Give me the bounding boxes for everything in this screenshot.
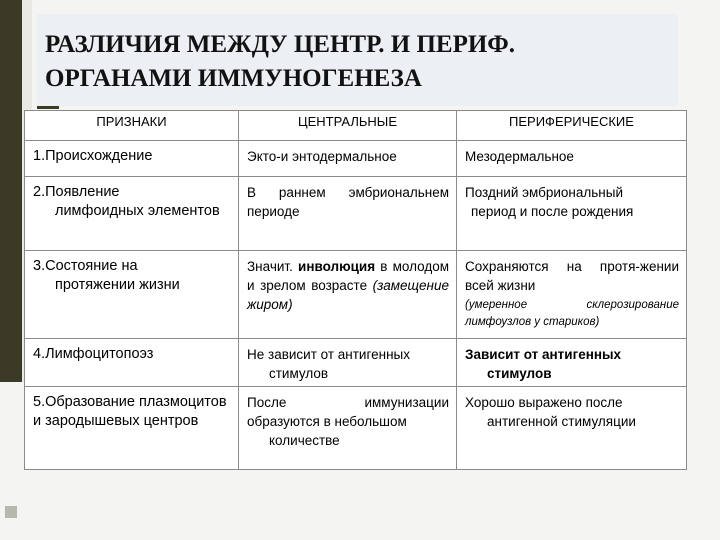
central-text: Не зависит от антигенных [247,347,410,362]
table-row [25,141,687,177]
central-text-cont: стимулов [269,366,329,381]
central-text-cont: количестве [269,433,340,448]
header-peripheral: ПЕРИФЕРИЧЕСКИЕ [457,111,687,141]
table-row [25,339,687,387]
central-text-italic: (замещение жиром) [247,278,449,312]
title-line-2: ОРГАНАМИ ИММУНОГЕНЕЗА [45,65,422,92]
peripheral-text: Зависит от антигенных [465,347,622,362]
peripheral-cell [457,141,687,177]
central-text: Экто-и энтодермальное [247,149,397,164]
central-text-bold: инволюция [298,259,376,274]
peripheral-text-cont: период и после рождения [471,204,634,219]
header-central: ЦЕНТРАЛЬНЫЕ [239,111,457,141]
table-header-row [25,111,687,141]
left-accent-bar [0,0,22,382]
slide-title [45,28,685,96]
peripheral-cell [457,177,687,251]
header-features: ПРИЗНАКИ [25,111,239,141]
feature-text: 1.Происхождение [33,148,153,164]
peripheral-cell [457,387,687,470]
title-accent [37,106,59,109]
table-row [25,251,687,339]
central-cell [239,141,457,177]
central-text-cont: в молодом и зрелом возрасте [247,259,449,293]
feature-cell [25,177,239,251]
table-row [25,387,687,470]
feature-text: 3.Состояние на [33,258,138,274]
feature-cell [25,387,239,470]
peripheral-cell [457,251,687,339]
feature-text-cont: лимфоидных элементов [55,203,220,219]
central-cell [239,387,457,470]
peripheral-text: Сохраняются на протя-жении всей жизни [465,259,679,293]
peripheral-cell [457,339,687,387]
feature-text: 5.Образование плазмоцитов и зародышевых центров [33,394,227,429]
central-text: Значит. [247,259,299,274]
central-cell [239,251,457,339]
peripheral-text: Поздний эмбриональный [465,185,623,200]
table-row [25,177,687,251]
feature-cell [25,251,239,339]
peripheral-text-cont: стимулов [487,366,552,381]
peripheral-text-cont: антигенной стимуляции [487,414,636,429]
central-text: После иммунизации образуются в небольшом [247,395,449,429]
feature-text: 4.Лимфоцитопоэз [33,346,154,362]
peripheral-note: (умеренное склерозирование лимфоузлов у стариков) [465,299,679,328]
slide-bullet-marker [5,506,17,518]
feature-text: 2.Появление [33,184,120,200]
title-line-1: РАЗЛИЧИЯ МЕЖДУ ЦЕНТР. И ПЕРИФ. [45,31,516,58]
central-cell [239,339,457,387]
feature-text-cont: протяжении жизни [55,277,180,293]
central-text: В раннем эмбриональнем периоде [247,185,449,219]
peripheral-text: Хорошо выражено после [465,395,623,410]
peripheral-text: Мезодермальное [465,149,574,164]
feature-cell [25,141,239,177]
central-cell [239,177,457,251]
feature-cell [25,339,239,387]
comparison-table [24,110,687,470]
